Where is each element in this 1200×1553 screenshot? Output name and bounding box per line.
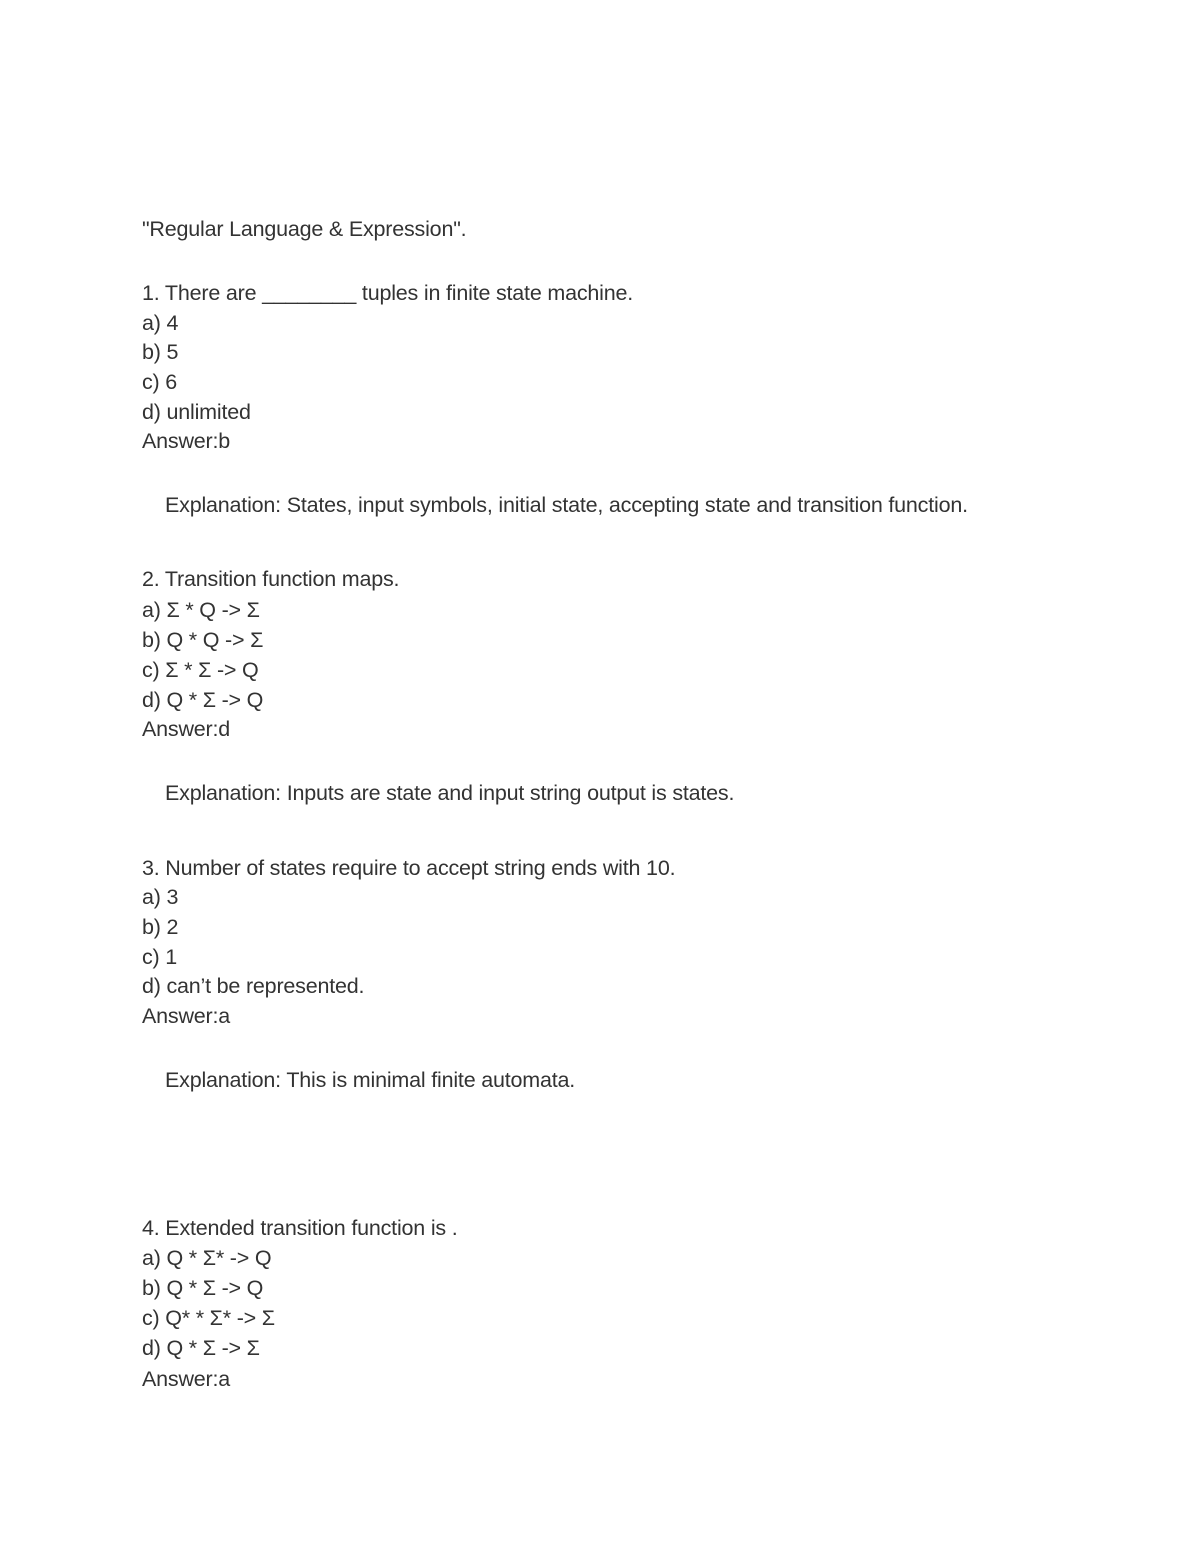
question-3-option-a: a) 3 bbox=[142, 885, 179, 909]
question-4-option-d: d) Q * Σ -> Σ bbox=[142, 1336, 260, 1360]
question-1-option-b: b) 5 bbox=[142, 340, 179, 364]
question-2-answer: Answer:d bbox=[142, 717, 231, 741]
question-2-option-a: a) Σ * Q -> Σ bbox=[142, 598, 260, 622]
question-1-option-c: c) 6 bbox=[142, 370, 178, 394]
question-3-option-b: b) 2 bbox=[142, 915, 179, 939]
question-1-option-d: d) unlimited bbox=[142, 400, 251, 424]
question-2-option-b: b) Q * Q -> Σ bbox=[142, 628, 264, 652]
question-1: 1. There are ________ tuples in finite state machine. bbox=[142, 281, 633, 305]
question-2-option-c: c) Σ * Σ -> Q bbox=[142, 658, 259, 682]
question-4-option-a: a) Q * Σ* -> Q bbox=[142, 1246, 272, 1270]
question-4-option-c: c) Q* * Σ* -> Σ bbox=[142, 1306, 275, 1330]
question-3-option-c: c) 1 bbox=[142, 945, 178, 969]
question-2: 2. Transition function maps. bbox=[142, 567, 400, 591]
question-3-answer: Answer:a bbox=[142, 1004, 231, 1028]
question-1-option-a: a) 4 bbox=[142, 311, 179, 335]
question-4-answer: Answer:a bbox=[142, 1367, 231, 1391]
question-3: 3. Number of states require to accept string ends with 10. bbox=[142, 856, 676, 880]
question-3-explanation: Explanation: This is minimal finite automata. bbox=[165, 1068, 576, 1092]
question-2-option-d: d) Q * Σ -> Q bbox=[142, 688, 264, 712]
question-4-option-b: b) Q * Σ -> Q bbox=[142, 1276, 264, 1300]
question-4: 4. Extended transition function is . bbox=[142, 1216, 458, 1240]
document-title: "Regular Language & Expression". bbox=[142, 217, 467, 241]
question-1-answer: Answer:b bbox=[142, 429, 231, 453]
question-1-explanation: Explanation: States, input symbols, initial state, accepting state and transition function. bbox=[165, 493, 968, 517]
question-3-option-d: d) can’t be represented. bbox=[142, 974, 365, 998]
question-2-explanation: Explanation: Inputs are state and input string output is states. bbox=[165, 781, 735, 805]
